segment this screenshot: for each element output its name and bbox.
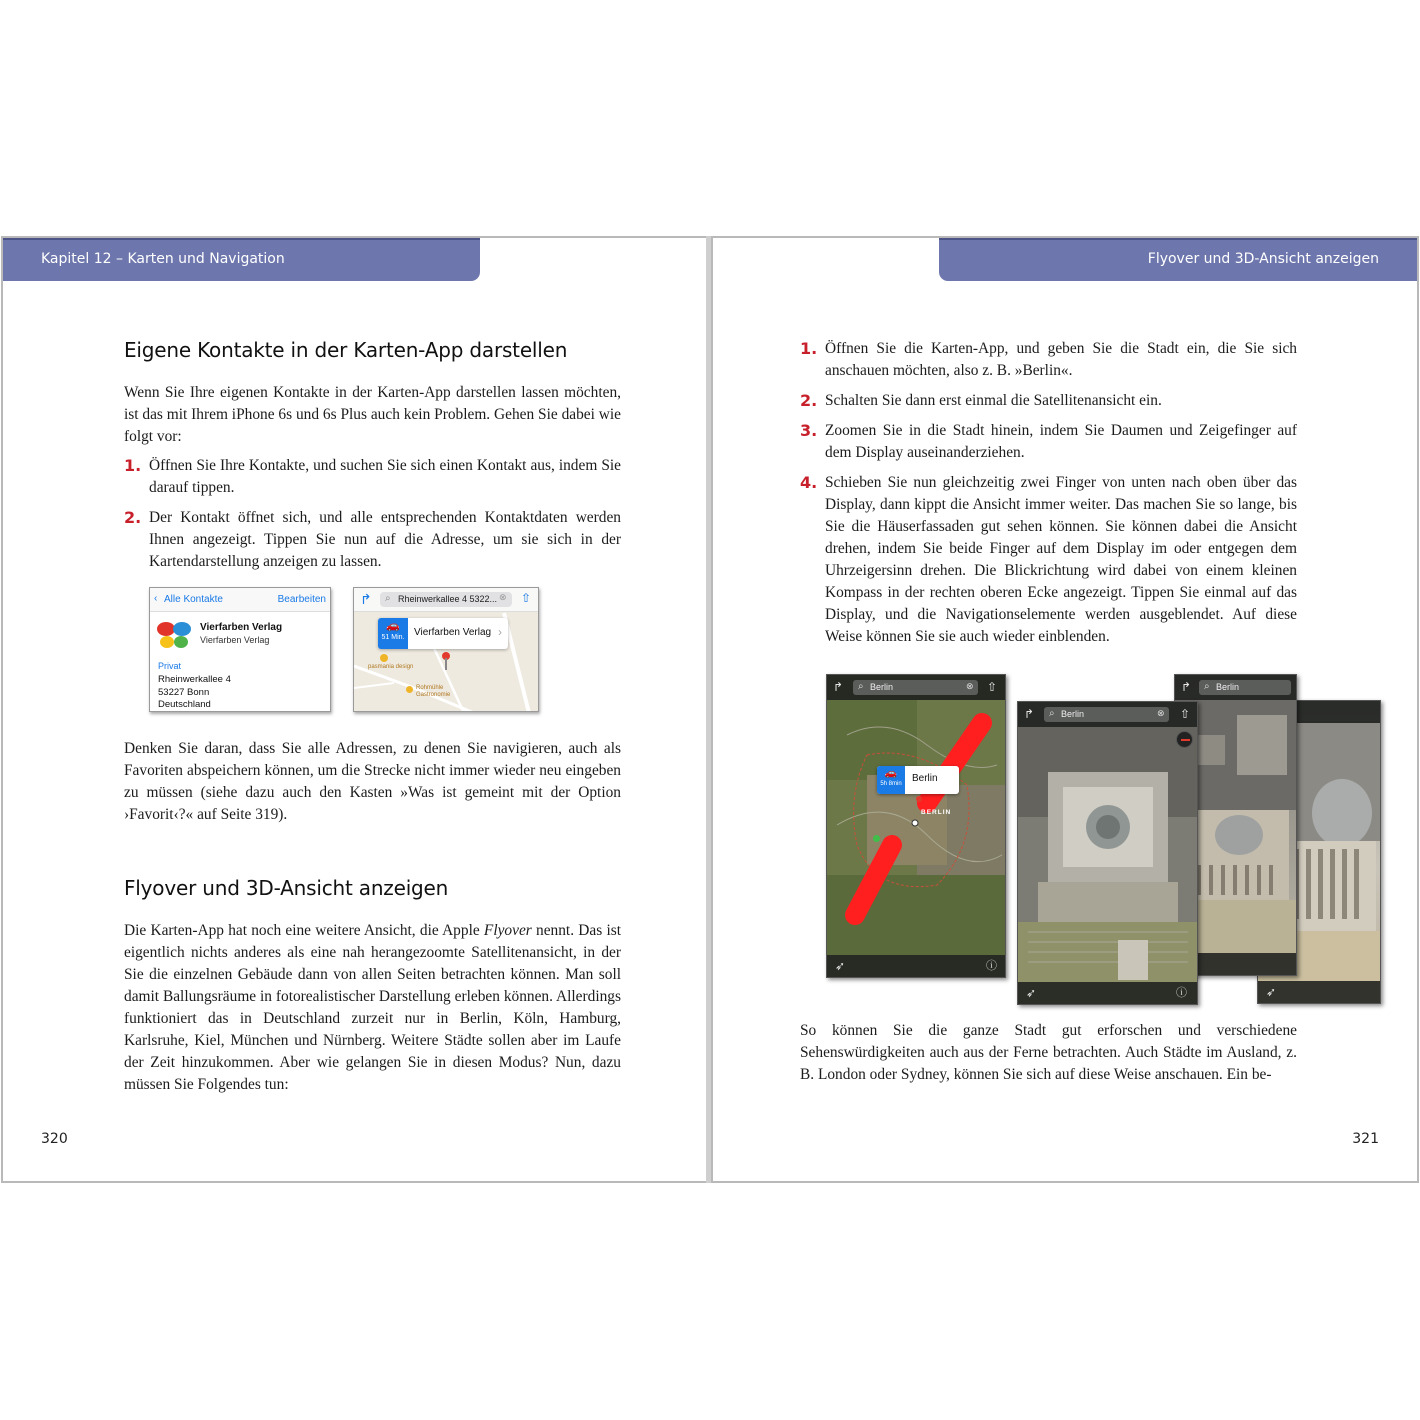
back-button[interactable]: Alle Kontakte	[164, 594, 223, 605]
eta-label: 51 Min.	[381, 634, 405, 641]
flyover-search-input[interactable]: ⌕ Berlin	[1199, 680, 1291, 695]
poi-label: pasmania design	[368, 664, 414, 670]
clear-icon[interactable]: ⊗	[499, 592, 507, 602]
poi-icon	[380, 654, 388, 662]
directions-arrow-icon[interactable]: ↱	[833, 680, 844, 694]
place-name: Vierfarben Verlag	[414, 627, 492, 638]
info-icon[interactable]: ⓘ	[1176, 987, 1187, 999]
step-item: 3. Zoomen Sie in die Stadt hinein, indem Sie Daumen und Zeigefinger auf dem Display auseinanderziehen.	[800, 421, 1297, 461]
favorites-paragraph: Denken Sie daran, dass Sie alle Adressen, zu denen Sie navigieren, auch als Favoriten abspeichern können, um die Strecke nicht immer wieder neu eingeben zu müssen (siehe dazu auch den Kasten »Was ist gemeint mit der Option ›Favorit‹?« auf Seite 319).	[124, 740, 621, 823]
flyover-search-input[interactable]: ⌕ Berlin	[853, 680, 978, 695]
clear-icon[interactable]: ⊗	[966, 681, 974, 691]
back-chevron-icon[interactable]: ‹	[154, 593, 158, 604]
edit-button[interactable]: Bearbeiten	[277, 594, 326, 605]
address-block[interactable]: Rheinwerkallee 4 53227 Bonn Deutschland	[158, 674, 231, 710]
car-icon: 🚗	[884, 768, 898, 779]
contact-company: Vierfarben Verlag	[200, 635, 270, 645]
clear-icon[interactable]: ⊗	[1157, 708, 1165, 718]
intro-paragraph: Wenn Sie Ihre eigenen Kontakte in der Karten-App darstellen lassen möchten, ist das mit Ihrem iPhone 6s und 6s Plus auch kein Problem. Gehen Sie dabei wie folgt vor:	[124, 384, 621, 445]
directions-arrow-icon[interactable]: ↱	[1024, 707, 1035, 721]
info-icon[interactable]: ⓘ	[986, 960, 997, 972]
location-arrow-icon[interactable]: ➶	[1266, 985, 1277, 999]
share-icon[interactable]: ⇧	[1180, 707, 1191, 721]
chevron-right-icon: ›	[498, 625, 502, 639]
pin-icon[interactable]	[916, 796, 922, 802]
section-heading-flyover: Flyover und 3D-Ansicht anzeigen	[124, 876, 449, 900]
flyover-overhead-screenshot	[1017, 701, 1198, 1005]
flyover-search-input[interactable]: ⌕ Berlin	[1044, 707, 1169, 722]
share-icon[interactable]: ⇧	[987, 680, 998, 694]
butterfly-logo-icon	[156, 620, 192, 650]
step-item: 1. Öffnen Sie die Karten-App, und geben Sie die Stadt ein, die Sie sich anschauen möchten, also z. B. »Berlin«.	[800, 339, 1297, 379]
flyover-steps	[800, 338, 1297, 656]
contact-steps	[124, 455, 621, 581]
flyover-paragraph: Die Karten-App hat noch eine weitere Ansicht, die Apple Flyover nennt. Das ist eigentlich nichts anderes als eine nah herangezoomte Satellitenansicht, in der Sie die einzelnen Gebäude dann von allen Seiten betrachten können. Man soll damit Ballungsräume in fotorealistischer Darstellung erleben können. Allerdings funktioniert das in Deutschland zurzeit nur in Berlin, Köln, Hamburg, Karlsruhe, Kiel, München und Nürnberg. Weitere Städte sollen aber im Laufe der Zeit hinzukommen. Aber wie gelangen Sie in diesen Modus? Nun, dazu müssen Sie Folgendes tun:	[124, 922, 622, 1093]
search-icon: ⌕	[385, 593, 391, 604]
map-search-input[interactable]: Rheinwerkallee 4 5322...	[380, 592, 512, 607]
contact-name: Vierfarben Verlag	[200, 622, 283, 633]
section-header: Flyover und 3D-Ansicht anzeigen	[939, 238, 1417, 281]
page-number: 321	[1352, 1131, 1379, 1147]
section-heading-contacts: Eigene Kontakte in der Karten-App darstellen	[124, 338, 568, 362]
berlin-satellite-screenshot	[826, 674, 1006, 978]
car-icon: 🚗	[386, 620, 400, 632]
share-icon[interactable]: ⇧	[520, 591, 531, 605]
step-item: 4. Schieben Sie nun gleichzeitig zwei Finger von unten nach oben über das Display, dann kippt die Ansicht immer weiter. Das machen Sie so lange, bis Sie die Häuserfassaden gut sehen können. Sie können dabei die Ansicht drehen, indem Sie beide Finger auf dem Display im oder entgegen dem Uhrzeigersinn drehen. Die Blickrichtung wird dabei von einem kleinen Kompass in der rechten oberen Ecke angezeigt. Tippen Sie einmal auf das Display, und die Navigationselemente werden ausgeblendet. Auf diese Weise können Sie sie auch wieder einblenden.	[800, 473, 1297, 645]
map-screenshot	[353, 587, 539, 712]
location-arrow-icon[interactable]: ➶	[835, 959, 846, 973]
directions-arrow-icon[interactable]: ↱	[360, 591, 372, 607]
callout-city: Berlin	[912, 773, 938, 784]
eta-label: 5h 8min	[880, 781, 902, 787]
closing-paragraph: So können Sie die ganze Stadt gut erforschen und verschiedene Sehenswürdigkeiten auch aus der Ferne betrachten. Auch Städte im Ausland, z. B. London oder Sydney, können Sie sich auf diese Weise anschauen. Ein be-	[800, 1022, 1297, 1083]
step-item: 1. Öffnen Sie Ihre Kontakte, und suchen Sie sich einen Kontakt aus, indem Sie darauf tippen.	[124, 456, 621, 496]
page-number: 320	[41, 1131, 68, 1147]
city-map-label: BERLIN	[921, 809, 952, 816]
address-label: Privat	[158, 661, 182, 671]
poi-icon	[406, 686, 413, 693]
chapter-header: Kapitel 12 – Karten und Navigation	[3, 238, 480, 281]
contact-screenshot	[149, 587, 331, 712]
place-callout[interactable]	[378, 618, 508, 649]
directions-arrow-icon[interactable]: ↱	[1181, 680, 1192, 694]
left-page	[1, 236, 709, 1183]
berlin-callout[interactable]	[877, 766, 959, 794]
right-page	[711, 236, 1419, 1183]
location-dot-icon	[873, 835, 880, 842]
step-item: 2. Schalten Sie dann erst einmal die Satellitenansicht ein.	[800, 391, 1162, 410]
location-arrow-icon[interactable]: ➶	[1026, 986, 1037, 1000]
compass-icon[interactable]	[1176, 731, 1193, 748]
step-item: 2. Der Kontakt öffnet sich, und alle entsprechenden Kontaktdaten werden Ihnen angezeigt. Tippen Sie nun auf die Adresse, um sie sich in der Kartendarstellung anzeigen zu lassen.	[124, 508, 621, 570]
poi-label: Rohmühle Gastronomie	[416, 685, 451, 698]
